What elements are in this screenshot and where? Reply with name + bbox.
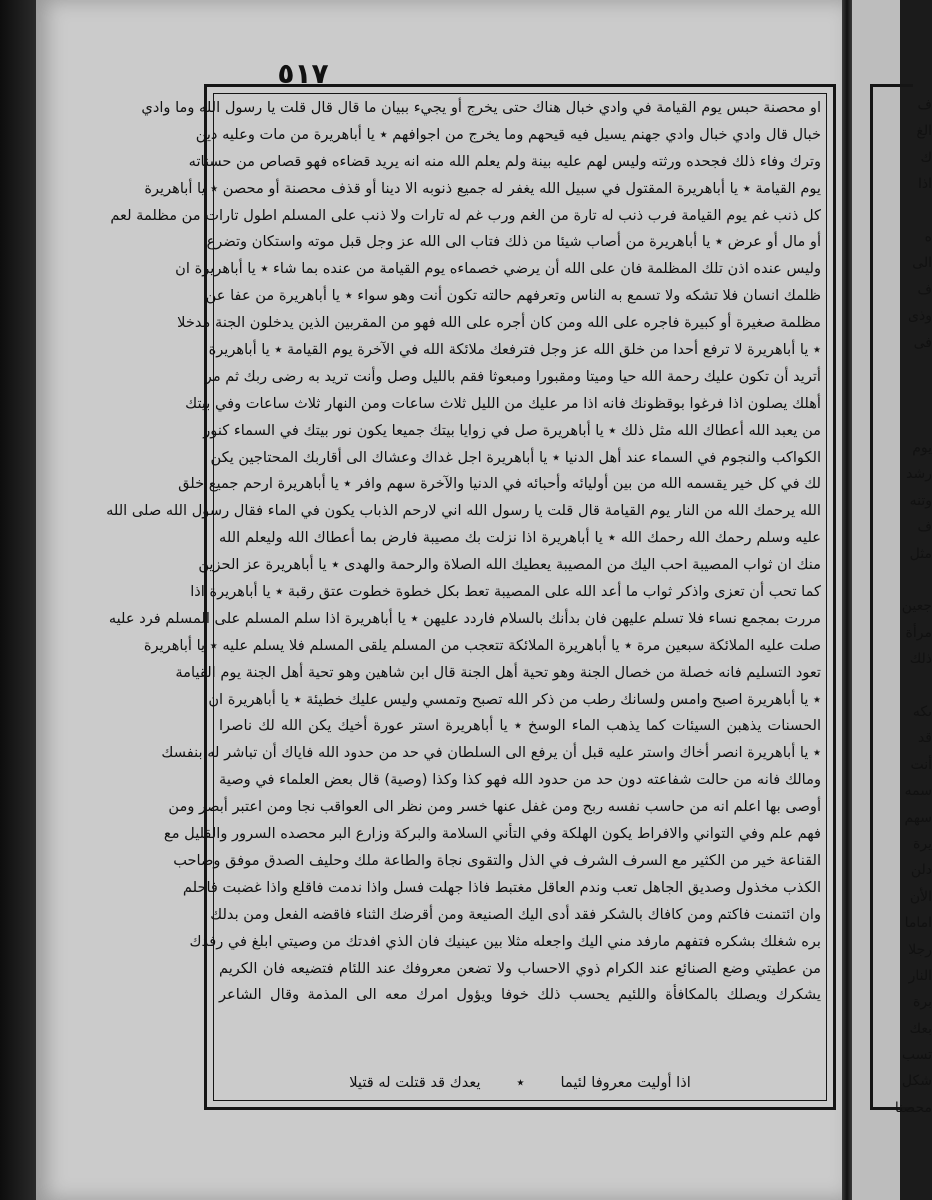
- text-line: لك في كل خير يقسمه الله من بين أوليائه وأحبائه في الدنيا والآخرة سهم وافر ٭ يا أباهريرة ارحم جميع خلق: [178, 475, 821, 493]
- text-line: عليه وسلم رحمك الله رحمك الله ٭ يا أباهريرة اذا نزلت بك مصيبة فارض بما أعطاك الله وليعلم الله: [219, 529, 821, 547]
- facing-text-line: مثل: [909, 545, 932, 562]
- page-number: ٥١٧: [277, 57, 329, 90]
- text-line: فهم علم وفي التواني والافراط يكون الهلكة وفي التأني السلامة والبركة وزارع البر محصده السرور والقليل مع: [163, 825, 821, 843]
- facing-text-line: دلن: [910, 862, 932, 879]
- facing-text-line: ك: [920, 149, 932, 166]
- text-line: صلت عليه الملائكة سبعين مرة ٭ يا أباهريرة الملائكة تتعجب من المسلم يلقى المسلم فلا يسلم عليه ٭ يا أباهريرة: [143, 636, 821, 654]
- text-line: الكذب مخذول وصديق الجاهل تعب وندم العاقل مغتبط فاذا جهلت فسل واذا ندمت فاقلع واذا غضبت فاحلم: [182, 878, 821, 896]
- book-binding: [842, 0, 852, 1200]
- facing-text-line: الى: [912, 255, 932, 272]
- facing-text-line: ف: [917, 97, 932, 113]
- facing-text-line: محصنا: [894, 1099, 932, 1116]
- text-line: تعود التسليم فانه خصلة من خصال الجنة وهو تحية أهل الجنة قال ابن شاهين وهو تحية أهل الجنة يوم القيامة: [175, 663, 821, 681]
- scan-edge: [0, 0, 36, 1200]
- text-line: الله يرحمك الله من النار يوم القيامة قال قلت يا رسول الله اني لارحم الذباب يكون في الماء فقال رسول الله صلى الله: [106, 502, 821, 520]
- text-line: ومالك فانه من حالت شفاعته دون حد من حدود الله فهو كذا وكذا (وصية) قال بعض العلماء في وصية: [219, 771, 821, 789]
- text-line: وان ائتمنت فاكتم ومن كافاك بالشكر فقد أدى اليك الصنيعة ومن أقرضك الثناء فاقضه الفعل ومن بدلك: [210, 905, 821, 923]
- facing-text-line: الغ: [916, 123, 932, 140]
- facing-text-line: وتنه: [909, 492, 932, 509]
- verse-separator: ٭: [516, 1074, 525, 1091]
- facing-text-line: رجلا: [908, 941, 932, 958]
- facing-text-line: [872, 673, 932, 699]
- text-line: من عطيتي وضع الصنائع عند الكرام ذوي الاحساب ولا تضعن معروفك عند اللئام فتضيعه فان الكريم: [219, 959, 821, 977]
- facing-text-line: [872, 409, 932, 435]
- facing-text-line: سهم: [904, 809, 932, 826]
- text-line: من يعبد الله أعطاك الله مثل ذلك ٭ يا أباهريرة صل في زوايا بيتك جميعا يكون نور بيتك في السماء كنور: [203, 421, 821, 439]
- facing-text-line: [872, 356, 932, 382]
- text-line: أتريد أن تكون عليك رحمة الله حيا وميتا ومقبورا ومبعوثا فقم بالليل وصل وأنت تريد به رضى ربك ثم مر: [204, 367, 821, 385]
- facing-text-line: مرأة: [905, 624, 932, 641]
- text-line: خبال قال وادي خبال وادي جهنم يسيل فيه قيحهم وما يخرج من اجوافهم ٭ يا أباهريرة من مات وعليه دين: [195, 125, 821, 143]
- facing-text-line: ف: [917, 519, 932, 536]
- text-line: ظلمك انسان فلا تشكه ولا تسمع به الناس وتعرفهم حالته تكون أنت وهو سواء ٭ يا أباهريرة من عفا عن: [205, 287, 821, 305]
- text-line: كما تحب أن تعزى واذكر ثواب ما أعد الله على المصيبة تعط بكل خطوة خطوت عتق رقبة ٭ يا أباهريرة اذا: [190, 583, 821, 601]
- text-frame: [106, 84, 836, 1110]
- text-line: القناعة خير من الكثير مع السرف الشرف في الذل والتقوى نجاة والطاعة ملك وحليف الصدق موفق وصاحب: [173, 851, 821, 869]
- facing-text-line: ه: [924, 228, 932, 245]
- text-line: وليس عنده اذن تلك المظلمة فان على الله أن يرضي خصماءه يوم القيامة من عنده بما شاء ٭ يا أباهريرة ان: [175, 260, 821, 278]
- facing-text-line: سمه: [904, 783, 932, 800]
- text-line: منك ان ثواب المصيبة احب اليك من المصيبة يعطيك الله الصلاة والرحمة والهدى ٭ يا أباهريرة عز الحزين: [198, 556, 821, 574]
- text-line: الكواكب والنجوم في السماء عند أهل الدنيا ٭ يا أباهريرة اجل غداك وعشاك الى أقاربك المحتاجين يكن: [210, 448, 821, 466]
- facing-text-line: اماما: [904, 915, 932, 932]
- text-line: يوم القيامة ٭ يا أباهريرة المقتول في سبيل الله يغفر له جميع ذنوبه الا دينا أو قذف محصنة أو محصن ٭ يا أباهريرة: [144, 179, 821, 197]
- text-line: أو مال أو عرض ٭ يا أباهريرة من أصاب شيئا من ذلك فتاب الى الله عز وجل قبل موته واستكان وتضرع: [206, 233, 821, 251]
- facing-text-line: [872, 567, 932, 593]
- facing-text-line: رشد: [906, 466, 932, 483]
- text-line: وترك وفاء ذلك فجحده ورثته وليس لهم عليه بينة ولم يعلم الله منه انه يريد قضاءه فهو قصاص من حسناته: [188, 152, 821, 170]
- facing-text-line: الأن: [909, 888, 932, 905]
- main-page: [36, 0, 842, 1200]
- facing-text-line: جعين: [901, 598, 932, 615]
- text-line: أهلك يصلون اذا فرغوا بوقظونك فانه اذا مر عليك من الليل ثلاث ساعات ومن النهار ثلاث ساعات وفي بيتك: [185, 394, 821, 412]
- text-line: يشكرك ويصلك بالمكافأة واللئيم يحسب ذلك خوفا ويؤول امرك معه الى المذمة وقال الشاعر: [219, 986, 821, 1004]
- text-line: الحسنات يذهبن السيئات كما يذهب الماء الوسخ ٭ يا أباهريرة استر عورة أخيك يكن الله لك ناصرا: [219, 717, 821, 735]
- facing-text-line: برة: [913, 994, 932, 1011]
- text-line: مظلمة صغيرة أو كبيرة فاجره على الله ومن كان أجره على الله فهو من المقربين الذين يدخلون الجنة مدخلا: [177, 314, 821, 332]
- facing-text-line: وذى: [908, 308, 932, 325]
- facing-text-line: ف: [917, 281, 932, 298]
- text-line: ٭ يا أباهريرة اصبح وامس ولسانك رطب من ذكر الله تصبح وتمسي وليس عليك خطيئة ٭ يا أباهريرة ان: [208, 690, 821, 708]
- facing-text-line: تسب: [901, 1047, 932, 1064]
- verse-second-hemistich: يعدك قد قتلت له قتيلا: [349, 1074, 481, 1091]
- facing-text-line: النار: [908, 967, 932, 984]
- facing-text-line: [872, 382, 932, 408]
- poem-verse: [225, 1069, 815, 1097]
- facing-text-line: بعك: [909, 1020, 932, 1037]
- text-line: كل ذنب غم يوم القيامة فرب ذنب له تارة من الغم ورب غم له تارات ولا ذنب على المسلم اطول تارات من مظلمة لعم: [110, 206, 821, 224]
- facing-text-line: أنت: [910, 756, 932, 773]
- text-line: مررت بمجمع نساء فلا تسلم عليهن فان بدأنك بالسلام فاردد عليهن ٭ يا أباهريرة اذا سلم المسلم على المسلم فرد عليه: [108, 609, 821, 627]
- facing-text-line: فى: [913, 334, 932, 351]
- facing-page: [852, 0, 932, 1200]
- facing-text-line: ىكه: [912, 703, 932, 720]
- text-line: ٭ يا أباهريرة لا ترفع أحدا من خلق الله عز وجل فترفعك ملائكة الله في الآخرة يوم القيامة ٭ يا أباهريرة: [208, 341, 821, 359]
- facing-text-line: ذلك: [909, 651, 932, 668]
- facing-text-line: [872, 198, 932, 224]
- verse-first-hemistich: اذا أوليت معروفا لئيما: [560, 1074, 691, 1091]
- facing-text-line: يرة: [913, 835, 932, 852]
- text-line: ٭ يا أباهريرة انصر أخاك واستر عليه قبل أن يرفع الى السلطان في حد من حدود الله فاياك أن تباشر له بنفسك: [161, 744, 821, 762]
- facing-text-line: اذا: [917, 176, 932, 193]
- text-line: او محصنة حبس يوم القيامة في وادي خبال هناك حتى يخرج أو يجيء ببيان ما قال قال قلت يا رسول الله وما وادي: [141, 99, 821, 116]
- text-line: أوصى بها اعلم انه من حاسب نفسه ربح ومن غفل عنها خسر ومن نظر الى العواقب نجا ومن اعتبر أبصر ومن: [168, 798, 821, 816]
- facing-text-line: يوم: [912, 440, 932, 457]
- text-body: [106, 95, 821, 1095]
- facing-page-text: [872, 92, 932, 1121]
- facing-text-line: قد: [917, 730, 932, 747]
- facing-text-line: شكل: [901, 1073, 932, 1090]
- text-line: بره شغلك بشكره فتفهم مارفد مني اليك واجعله مثلا بين عينيك فان الذي افدتك من وصيتي ابلغ في رفدك: [189, 932, 821, 950]
